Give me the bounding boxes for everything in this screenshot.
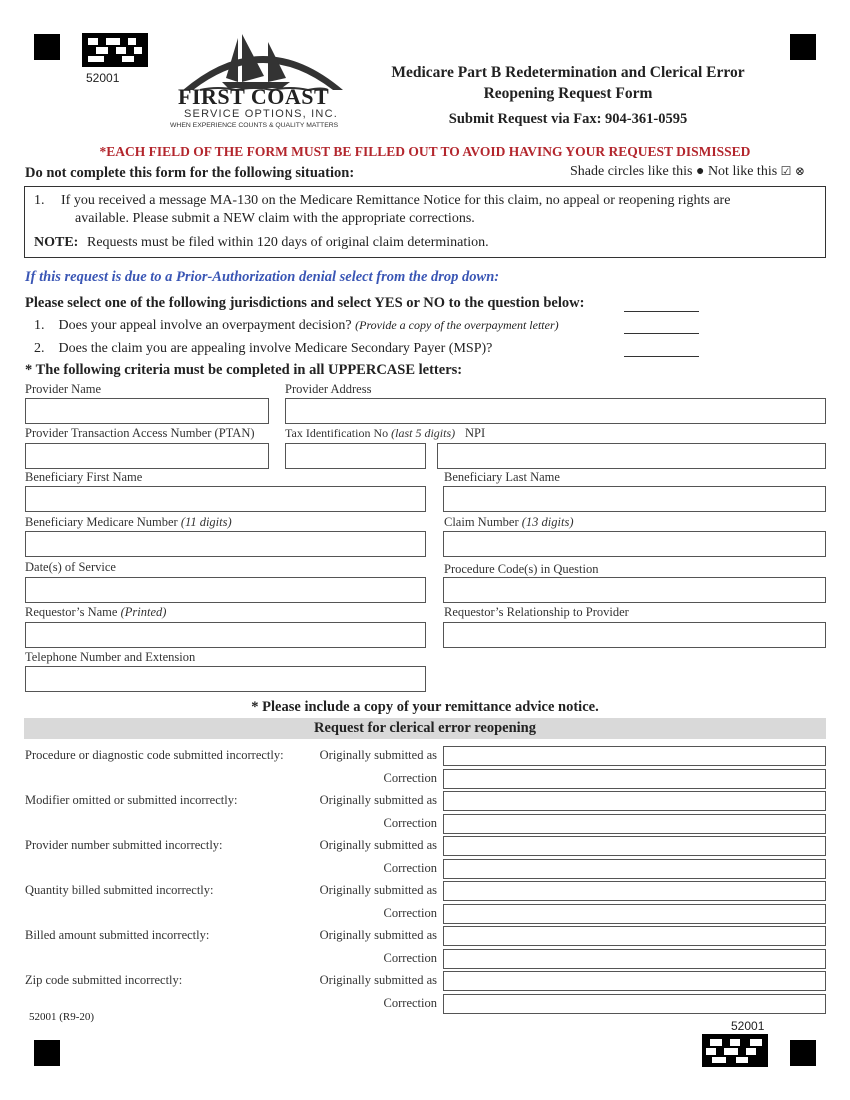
- clerical-row-3-orig-label: Originally submitted as: [319, 838, 437, 852]
- provider-name-field[interactable]: [25, 398, 269, 424]
- question-2-number: 2.: [34, 341, 45, 356]
- beneficiary-first-name-field[interactable]: [25, 486, 426, 512]
- filled-circle-icon: ●: [695, 164, 705, 179]
- tax-id-label-text: Tax Identification No: [285, 426, 389, 440]
- ship-logo-icon: [178, 32, 348, 92]
- note-label: NOTE:: [34, 235, 79, 250]
- question-2-text: Does the claim you are appealing involve Medicare Secondary Payer (MSP)?: [58, 341, 493, 356]
- procedure-codes-field[interactable]: [443, 577, 826, 603]
- clerical-row-3-corr-label: Correction: [383, 861, 437, 875]
- crossed-circle-icon: ⊗: [794, 164, 805, 178]
- tax-id-label-note: (last 5 digits): [391, 426, 456, 440]
- ptan-field[interactable]: [25, 443, 269, 469]
- clerical-row-4-orig-field[interactable]: [443, 881, 826, 901]
- requestor-relationship-label: Requestor’s Relationship to Provider: [444, 605, 629, 619]
- clerical-row-1-orig-field[interactable]: [443, 746, 826, 766]
- dates-of-service-label: Date(s) of Service: [25, 560, 116, 574]
- prior-auth-prompt: If this request is due to a Prior-Authorization denial select from the drop down:: [25, 269, 500, 285]
- requestor-name-label-note: (Printed): [120, 605, 167, 619]
- telephone-field[interactable]: [25, 666, 426, 692]
- clerical-row-6-corr-label: Correction: [383, 996, 437, 1010]
- claim-number-label: [444, 515, 574, 530]
- fax-number: Submit Request via Fax: 904-361-0595: [448, 111, 688, 127]
- form-number-top: 52001: [86, 71, 120, 85]
- question-1-text: Does your appeal involve an overpayment decision?: [58, 318, 352, 333]
- shade-hint-middle: Not like this: [707, 164, 778, 179]
- remittance-note: * Please include a copy of your remittance advice notice.: [251, 699, 599, 715]
- clerical-row-6-orig-label: Originally submitted as: [319, 973, 437, 987]
- clerical-row-5-corr-field[interactable]: [443, 949, 826, 969]
- clerical-row-4-corr-field[interactable]: [443, 904, 826, 924]
- note-text: Requests must be filed within 120 days of original claim determination.: [87, 235, 489, 250]
- barcode-top: [82, 33, 148, 67]
- logo-name: FIRST COAST: [178, 84, 330, 109]
- clerical-section-header: [24, 718, 826, 739]
- form-number-bottom: 52001: [731, 1019, 765, 1033]
- tax-id-label: [285, 426, 455, 441]
- clerical-row-3-label: Provider number submitted incorrectly:: [25, 838, 223, 852]
- clerical-row-3-orig-field[interactable]: [443, 836, 826, 856]
- medicare-number-label: [25, 515, 232, 530]
- clerical-row-5-label: Billed amount submitted incorrectly:: [25, 928, 210, 942]
- question-1-answer[interactable]: [624, 333, 699, 334]
- clerical-row-6-label: Zip code submitted incorrectly:: [25, 973, 183, 987]
- clerical-row-1-orig-label: Originally submitted as: [319, 748, 437, 762]
- registration-mark-top-left: [34, 34, 60, 60]
- telephone-label: Telephone Number and Extension: [25, 650, 196, 664]
- question-1: [34, 318, 559, 334]
- form-title-line1: Medicare Part B Redetermination and Clerical Error: [391, 64, 745, 81]
- clerical-row-2-orig-field[interactable]: [443, 791, 826, 811]
- clerical-row-1-label: Procedure or diagnostic code submitted incorrectly:: [25, 748, 284, 762]
- clerical-row-1-corr-field[interactable]: [443, 769, 826, 789]
- provider-address-field[interactable]: [285, 398, 826, 424]
- jurisdiction-select[interactable]: [624, 311, 699, 312]
- npi-label: NPI: [465, 426, 486, 440]
- clerical-row-3-corr-field[interactable]: [443, 859, 826, 879]
- claim-number-label-note: (13 digits): [521, 515, 574, 529]
- clerical-row-1-corr-label: Correction: [383, 771, 437, 785]
- clerical-row-2-label: Modifier omitted or submitted incorrectly:: [25, 793, 238, 807]
- clerical-row-2-corr-field[interactable]: [443, 814, 826, 834]
- medicare-number-label-note: (11 digits): [180, 515, 232, 529]
- clerical-row-6-orig-field[interactable]: [443, 971, 826, 991]
- clerical-row-4-orig-label: Originally submitted as: [319, 883, 437, 897]
- beneficiary-last-name-label: Beneficiary Last Name: [444, 470, 560, 484]
- logo-subtitle: SERVICE OPTIONS, INC.: [184, 108, 338, 120]
- provider-address-label: Provider Address: [285, 382, 372, 396]
- warning-text: *EACH FIELD OF THE FORM MUST BE FILLED OUT TO AVOID HAVING YOUR REQUEST DISMISSED: [99, 144, 751, 159]
- registration-mark-top-right: [790, 34, 816, 60]
- barcode-bottom: [702, 1034, 768, 1067]
- logo-tagline: WHEN EXPERIENCE COUNTS & QUALITY MATTERS: [170, 122, 339, 129]
- checked-circle-icon: ☑: [780, 164, 792, 178]
- clerical-row-4-label: Quantity billed submitted incorrectly:: [25, 883, 214, 897]
- registration-mark-bottom-right: [790, 1040, 816, 1066]
- shade-hint: [570, 164, 805, 180]
- clerical-row-4-corr-label: Correction: [383, 906, 437, 920]
- situation-item-line2: available. Please submit a NEW claim with the appropriate corrections.: [75, 211, 475, 226]
- uppercase-note: * The following criteria must be completed in all UPPERCASE letters:: [25, 362, 463, 378]
- requestor-name-field[interactable]: [25, 622, 426, 648]
- clerical-row-2-corr-label: Correction: [383, 816, 437, 830]
- question-2: [34, 341, 492, 357]
- claim-number-field[interactable]: [443, 531, 826, 557]
- claim-number-label-text: Claim Number: [444, 515, 519, 529]
- form-title-line2: Reopening Request Form: [483, 85, 653, 102]
- beneficiary-first-name-label: Beneficiary First Name: [25, 470, 143, 484]
- clerical-row-5-orig-label: Originally submitted as: [319, 928, 437, 942]
- clerical-row-5-orig-field[interactable]: [443, 926, 826, 946]
- procedure-codes-label: Procedure Code(s) in Question: [444, 562, 599, 576]
- situation-item-number: 1.: [34, 193, 45, 208]
- shade-hint-prefix: Shade circles like this: [570, 164, 693, 179]
- npi-field[interactable]: [437, 443, 826, 469]
- requestor-name-label-text: Requestor’s Name: [25, 605, 118, 619]
- beneficiary-last-name-field[interactable]: [443, 486, 826, 512]
- clerical-row-5-corr-label: Correction: [383, 951, 437, 965]
- jurisdiction-prompt: Please select one of the following jurisdictions and select YES or NO to the question below:: [25, 295, 585, 311]
- clerical-row-6-corr-field[interactable]: [443, 994, 826, 1014]
- requestor-name-label: [25, 605, 166, 620]
- situation-box: [24, 186, 826, 258]
- question-1-number: 1.: [34, 318, 45, 333]
- question-2-answer[interactable]: [624, 356, 699, 357]
- revision-code: 52001 (R9-20): [29, 1011, 95, 1023]
- tax-id-field[interactable]: [285, 443, 426, 469]
- do-not-complete-heading: Do not complete this form for the following situation:: [25, 165, 355, 181]
- registration-mark-bottom-left: [34, 1040, 60, 1066]
- clerical-row-2-orig-label: Originally submitted as: [319, 793, 437, 807]
- situation-item-line1: If you received a message MA-130 on the Medicare Remittance Notice for this claim, no appeal or reopening rights are: [61, 193, 731, 208]
- question-1-note: (Provide a copy of the overpayment letter): [355, 318, 559, 332]
- company-logo: [170, 32, 348, 132]
- dates-of-service-field[interactable]: [25, 577, 426, 603]
- requestor-relationship-field[interactable]: [443, 622, 826, 648]
- medicare-number-field[interactable]: [25, 531, 426, 557]
- clerical-section-title: Request for clerical error reopening: [313, 720, 536, 736]
- ptan-label: Provider Transaction Access Number (PTAN): [25, 426, 255, 440]
- medicare-number-label-text: Beneficiary Medicare Number: [25, 515, 178, 529]
- provider-name-label: Provider Name: [25, 382, 102, 396]
